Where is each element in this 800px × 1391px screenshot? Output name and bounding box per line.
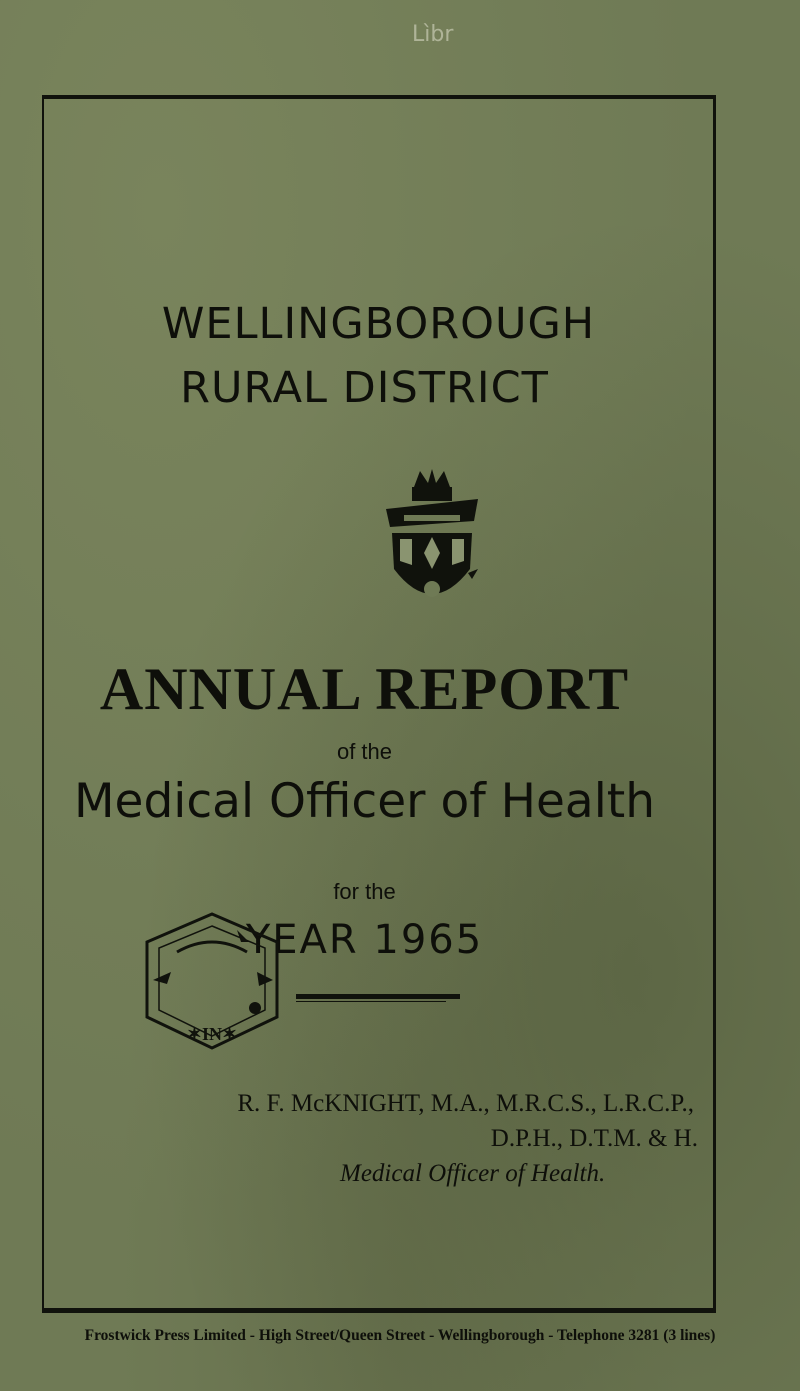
author-credentials-line1: R. F. McKNIGHT, M.A., M.R.C.S., L.R.C.P., (237, 1090, 694, 1117)
divider-rule-thin (296, 1001, 446, 1002)
district-title-line2: RURAL DISTRICT (180, 363, 549, 413)
district-title-line1: WELLINGBOROUGH (161, 299, 596, 349)
district-seal-icon (137, 912, 287, 1052)
of-the-text: of the (336, 739, 393, 764)
author-role: Medical Officer of Health. (340, 1160, 606, 1187)
coat-of-arms-icon (382, 469, 482, 619)
svg-text:✶IN✶: ✶IN✶ (186, 1024, 238, 1044)
author-credentials-line2: D.P.H., D.T.M. & H. (490, 1125, 698, 1152)
library-stamp-text: Lìbr (412, 22, 454, 47)
divider-rule (296, 994, 460, 999)
report-year: YEAR 1965 (245, 917, 484, 963)
report-subject: Medical Officer of Health (73, 774, 656, 829)
report-title: ANNUAL REPORT (99, 656, 630, 722)
printer-imprint: Frostwick Press Limited - High Street/Queen Street - Wellingborough - Telephone 3281 (3 lines) (84, 1327, 716, 1344)
for-the-text: for the (333, 879, 396, 904)
